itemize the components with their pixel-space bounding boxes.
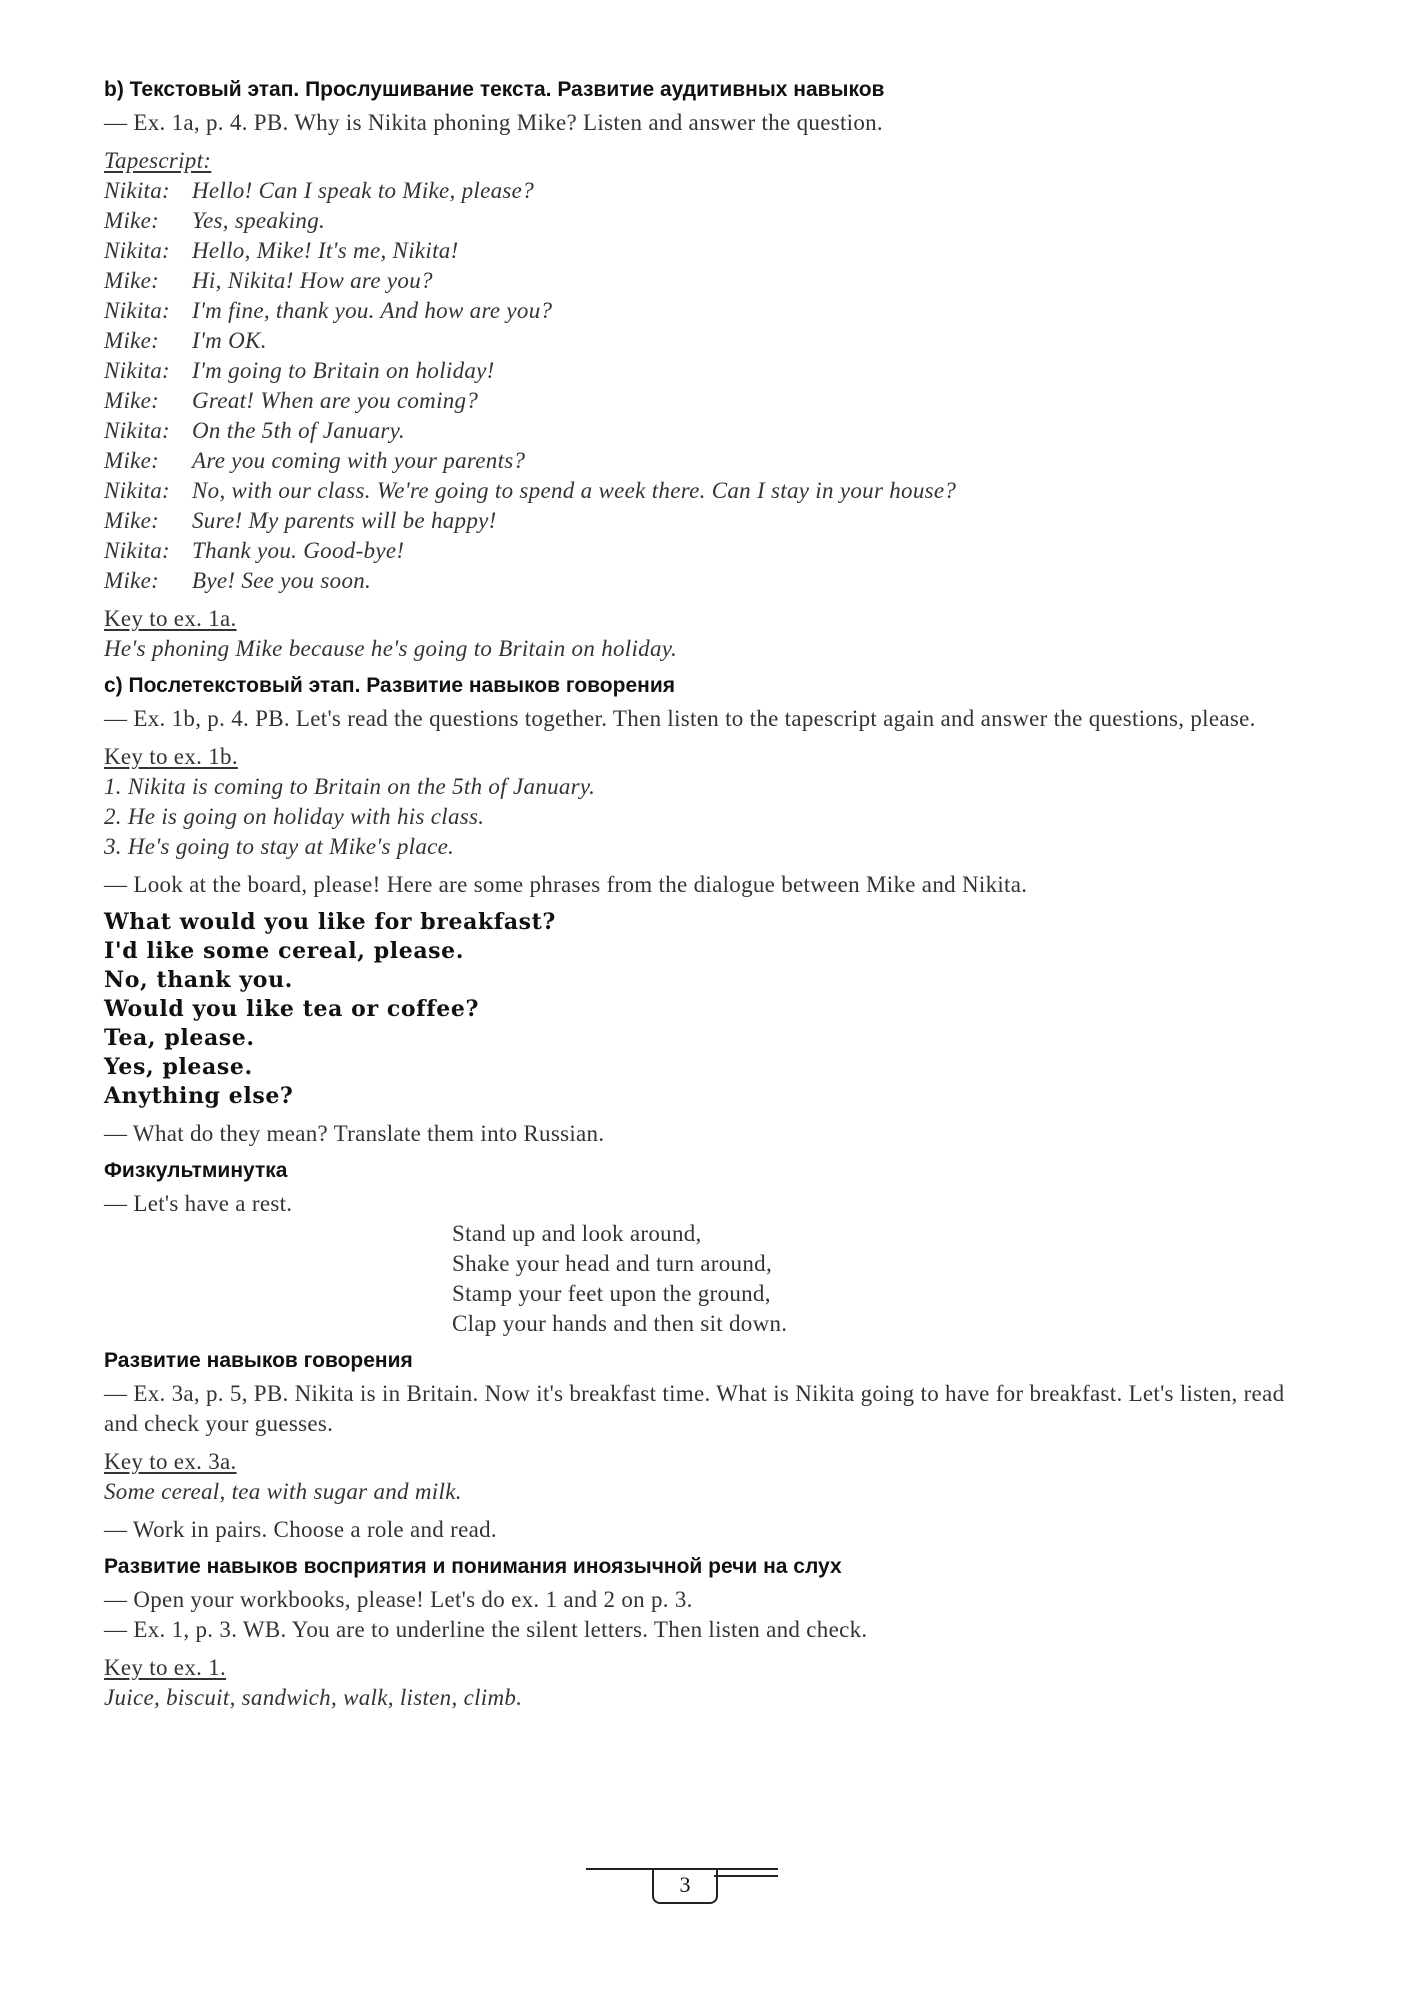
speaker-name: Nikita: (104, 418, 170, 443)
warmup-poem (452, 1219, 1293, 1339)
silent-letter-word: sandwich (241, 1685, 331, 1710)
speaker-name: Nikita: (104, 478, 170, 503)
board-phrase: Anything else? (104, 1083, 294, 1109)
silent-letter-word: biscuit (166, 1685, 230, 1710)
silent-letter-word: walk (343, 1685, 388, 1710)
section-c-task-text: — Ex. 1b, p. 4. PB. Let's read the questions together. Then listen to the tapescript again and answer the questions, please. (104, 706, 1256, 731)
board-phrase: I'd like some cereal, please. (104, 938, 465, 964)
board-phrases (104, 908, 1293, 1111)
key-1a-answer: He's phoning Mike because he's going to Britain on holiday. (104, 636, 678, 661)
speaker-line-text: Hello! Can I speak to Mike, please? (192, 178, 534, 203)
key-3a-answer: Some cereal, tea with sugar and milk. (104, 1479, 462, 1504)
footer-rule-double (714, 1875, 778, 1877)
tapescript-line (104, 476, 1293, 506)
content-column (104, 70, 1293, 1713)
tapescript-line (104, 236, 1293, 266)
section-c-task (104, 704, 1293, 734)
warmup-intro: — Let's have a rest. (104, 1191, 293, 1216)
speaker-line-text: I'm fine, thank you. And how are you? (192, 298, 553, 323)
key-1b-label: Key to ex. 1b. (104, 744, 238, 769)
tapescript-line (104, 176, 1293, 206)
tapescript-line (104, 206, 1293, 236)
speaker-line-text: Sure! My parents will be happy! (192, 508, 497, 533)
listening-heading: Развитие навыков восприятия и понимания иноязычной речи на слух (104, 1555, 842, 1578)
speaker-line-text: No, with our class. We're going to spend a week there. Can I stay in your house? (192, 478, 957, 503)
speaker-name: Mike: (104, 268, 160, 293)
speaker-line-text: Hello, Mike! It's me, Nikita! (192, 238, 459, 263)
tapescript-label: Tapescript: (104, 148, 212, 173)
poem-line: Shake your head and turn around, (452, 1251, 773, 1276)
speaker-line-text: Hi, Nikita! How are you? (192, 268, 433, 293)
speaker-name: Nikita: (104, 538, 170, 563)
key-1b-answer: 3. He's going to stay at Mike's place. (104, 834, 455, 859)
silent-letter-word: listen (399, 1685, 452, 1710)
silent-letters-answer: Juice, biscuit, sandwich, walk, listen, climb. (104, 1685, 523, 1710)
page-number: 3 (652, 1868, 718, 1904)
key-1b-answer: 2. He is going on holiday with his class. (104, 804, 485, 829)
silent-letter-word: Juice (104, 1685, 155, 1710)
key-1b-answers (104, 772, 1293, 862)
tapescript-line (104, 536, 1293, 566)
board-followup: — What do they mean? Translate them into Russian. (104, 1121, 605, 1146)
speaker-line-text: Bye! See you soon. (192, 568, 372, 593)
pairs-task: — Work in pairs. Choose a role and read. (104, 1517, 497, 1542)
board-phrase: No, thank you. (104, 967, 293, 993)
tapescript-line (104, 356, 1293, 386)
speaker-line-text: Thank you. Good-bye! (192, 538, 405, 563)
speaker-name: Mike: (104, 568, 160, 593)
poem-line: Stand up and look around, (452, 1221, 702, 1246)
speaker-name: Mike: (104, 208, 160, 233)
speaker-name: Nikita: (104, 178, 170, 203)
speaker-name: Nikita: (104, 298, 170, 323)
warmup-heading: Физкультминутка (104, 1159, 288, 1182)
tapescript-line (104, 266, 1293, 296)
key-1b-answer: 1. Nikita is coming to Britain on the 5th of January. (104, 774, 596, 799)
section-b-task: — Ex. 1a, p. 4. PB. Why is Nikita phoning Mike? Listen and answer the question. (104, 110, 883, 135)
silent-letter-word: climb (463, 1685, 517, 1710)
speaker-line-text: On the 5th of January. (192, 418, 405, 443)
listening-line-1: — Open your workbooks, please! Let's do ex. 1 and 2 on p. 3. (104, 1587, 693, 1612)
section-c-heading: c) Послетекстовый этап. Развитие навыков говорения (104, 674, 675, 697)
speaking-heading: Развитие навыков говорения (104, 1349, 413, 1372)
tapescript-line (104, 386, 1293, 416)
speaker-name: Mike: (104, 388, 160, 413)
speaker-line-text: I'm going to Britain on holiday! (192, 358, 495, 383)
speaker-name: Nikita: (104, 358, 170, 383)
tapescript-line (104, 446, 1293, 476)
tapescript-line (104, 296, 1293, 326)
key-1-label: Key to ex. 1. (104, 1655, 227, 1680)
speaker-line-text: Yes, speaking. (192, 208, 326, 233)
tapescript-line (104, 506, 1293, 536)
speaker-line-text: Great! When are you coming? (192, 388, 479, 413)
speaker-name: Nikita: (104, 238, 170, 263)
tapescript-line (104, 416, 1293, 446)
board-intro: — Look at the board, please! Here are some phrases from the dialogue between Mike and Nikita. (104, 872, 1028, 897)
board-phrase: What would you like for breakfast? (104, 909, 556, 935)
speaker-line-text: I'm OK. (192, 328, 267, 353)
page-footer (0, 1858, 1405, 1908)
key-1a-label: Key to ex. 1a. (104, 606, 237, 631)
speaker-name: Mike: (104, 328, 160, 353)
speaker-name: Mike: (104, 508, 160, 533)
section-b-heading: b) Текстовый этап. Прослушивание текста. Развитие аудитивных навыков (104, 78, 885, 101)
tapescript (104, 176, 1293, 596)
tapescript-line (104, 566, 1293, 596)
tapescript-line (104, 326, 1293, 356)
listening-line-2: — Ex. 1, p. 3. WB. You are to underline the silent letters. Then listen and check. (104, 1617, 868, 1642)
poem-line: Clap your hands and then sit down. (452, 1311, 788, 1336)
board-phrase: Tea, please. (104, 1025, 255, 1051)
poem-line: Stamp your feet upon the ground, (452, 1281, 771, 1306)
speaker-name: Mike: (104, 448, 160, 473)
speaking-task: — Ex. 3a, p. 5, PB. Nikita is in Britain. Now it's breakfast time. What is Nikita going to have for breakfast. Let's listen, read and check your guesses. (104, 1381, 1285, 1436)
speaker-line-text: Are you coming with your parents? (192, 448, 526, 473)
board-phrase: Yes, please. (104, 1054, 253, 1080)
key-3a-label: Key to ex. 3a. (104, 1449, 237, 1474)
board-phrase: Would you like tea or coffee? (104, 996, 479, 1022)
